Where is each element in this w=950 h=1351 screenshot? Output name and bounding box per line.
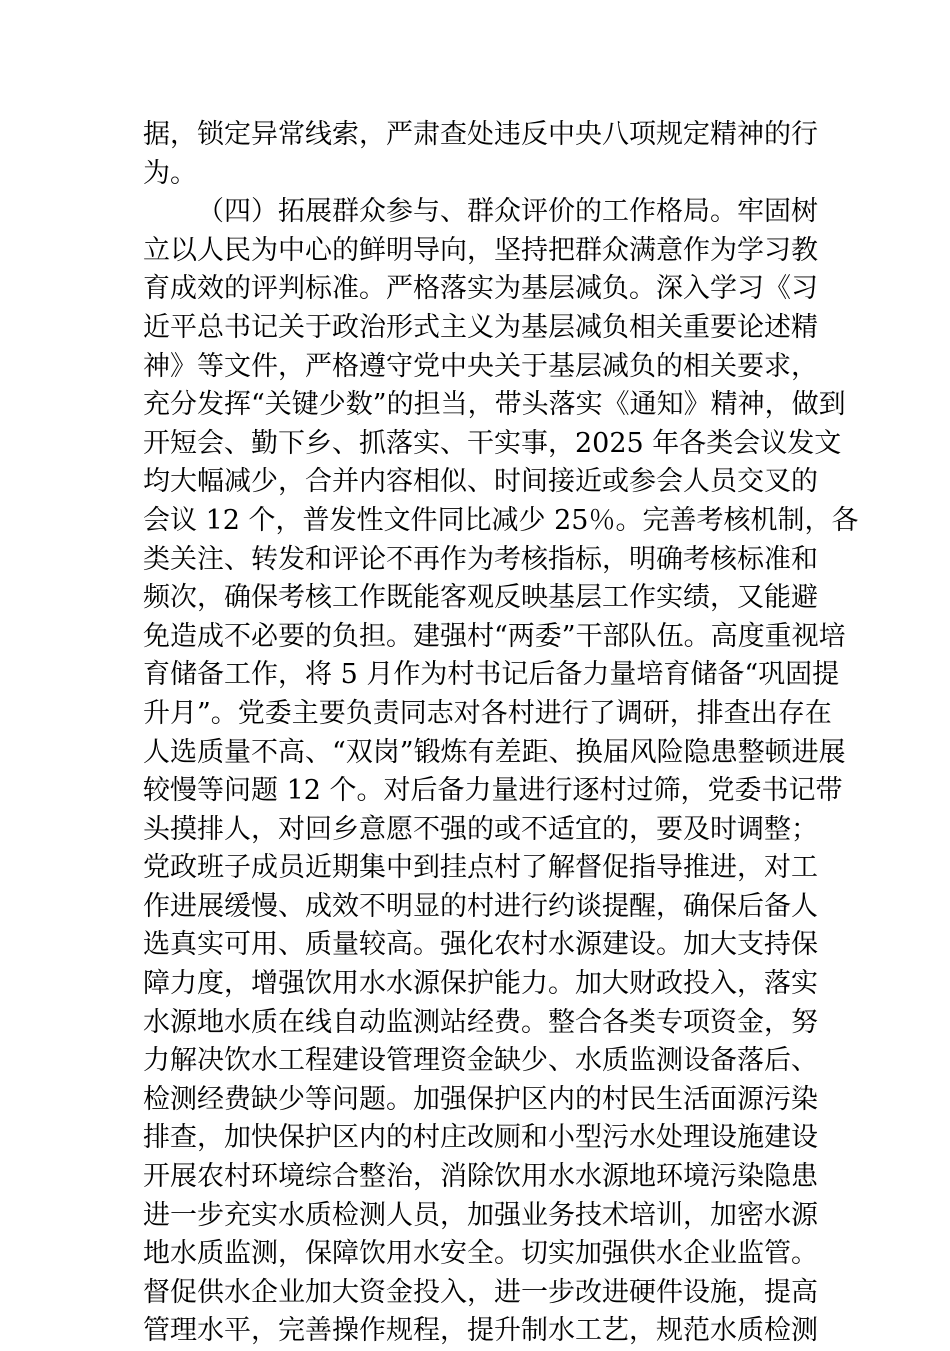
text-line: 检测经费缺少等问题。加强保护区内的村民生活面源污染: [143, 1083, 818, 1115]
text-line: 障力度，增强饮用水水源保护能力。加大财政投入，落实: [143, 968, 818, 1000]
text-line: 近平总书记关于政治形式主义为基层减负相关重要论述精: [143, 311, 818, 343]
text-line: 育成效的评判标准。严格落实为基层减负。深入学习《习: [143, 273, 818, 305]
text-line: 为。: [143, 157, 197, 189]
text-line: 排查，加快保护区内的村庄改厕和小型污水处理设施建设: [143, 1122, 818, 1154]
text-line: 人选质量不高、“双岗”锻炼有差距、换届风险隐患整顿进展: [143, 736, 846, 768]
text-line: 升月”。党委主要负责同志对各村进行了调研，排查出存在: [143, 697, 832, 729]
text-line: 据，锁定异常线索，严肃查处违反中央八项规定精神的行: [143, 119, 818, 150]
text-line: 管理水平，完善操作规程，提升制水工艺，规范水质检测: [143, 1315, 818, 1347]
text-line: 免造成不必要的负担。建强村“两委”干部队伍。高度重视培: [143, 620, 846, 652]
text-line: 作进展缓慢、成效不明显的村进行约谈提醒，确保后备人: [143, 890, 818, 922]
text-line: 开展农村环境综合整治，消除饮用水水源地环境污染隐患: [143, 1161, 818, 1193]
text-line: 充分发挥“关键少数”的担当，带头落实《通知》精神，做到: [143, 389, 846, 421]
text-line: 督促供水企业加大资金投入，进一步改进硬件设施，提高: [143, 1276, 818, 1308]
text-line: 选真实可用、质量较高。强化农村水源建设。加大支持保: [143, 929, 818, 961]
text-line: 育储备工作，将 5 月作为村书记后备力量培育储备“巩固提: [143, 659, 840, 691]
text-line: 频次，确保考核工作既能客观反映基层工作实绩，又能避: [143, 582, 818, 614]
body-text: [143, 116, 859, 1351]
text-line: 较慢等问题 12 个。对后备力量进行逐村过筛，党委书记带: [143, 775, 843, 807]
text-line: 头摸排人，对回乡意愿不强的或不适宜的，要及时调整；: [143, 813, 818, 845]
text-line: 党政班子成员近期集中到挂点村了解督促指导推进，对工: [143, 852, 818, 884]
text-line: 类关注、转发和评论不再作为考核指标，明确考核标准和: [143, 543, 818, 575]
text-line: 进一步充实水质检测人员，加强业务技术培训，加密水源: [143, 1199, 818, 1231]
text-line: 水源地水质在线自动监测站经费。整合各类专项资金，努: [143, 1006, 818, 1038]
text-line: 开短会、勤下乡、抓落实、干实事，2025 年各类会议发文: [143, 427, 842, 459]
text-line: 立以人民为中心的鲜明导向，坚持把群众满意作为学习教: [143, 234, 818, 266]
text-line: 力解决饮水工程建设管理资金缺少、水质监测设备落后、: [143, 1045, 818, 1077]
text-line: 均大幅减少，合并内容相似、时间接近或参会人员交叉的: [143, 466, 818, 498]
text-line: 会议 12 个，普发性文件同比减少 25％。完善考核机制，各: [143, 504, 859, 536]
text-line: 神》等文件，严格遵守党中央关于基层减负的相关要求，: [143, 350, 818, 382]
section-heading-line: （四）拓展群众参与、群众评价的工作格局。牢固树: [197, 196, 818, 228]
text-line: 地水质监测，保障饮用水安全。切实加强供水企业监管。: [143, 1238, 818, 1270]
